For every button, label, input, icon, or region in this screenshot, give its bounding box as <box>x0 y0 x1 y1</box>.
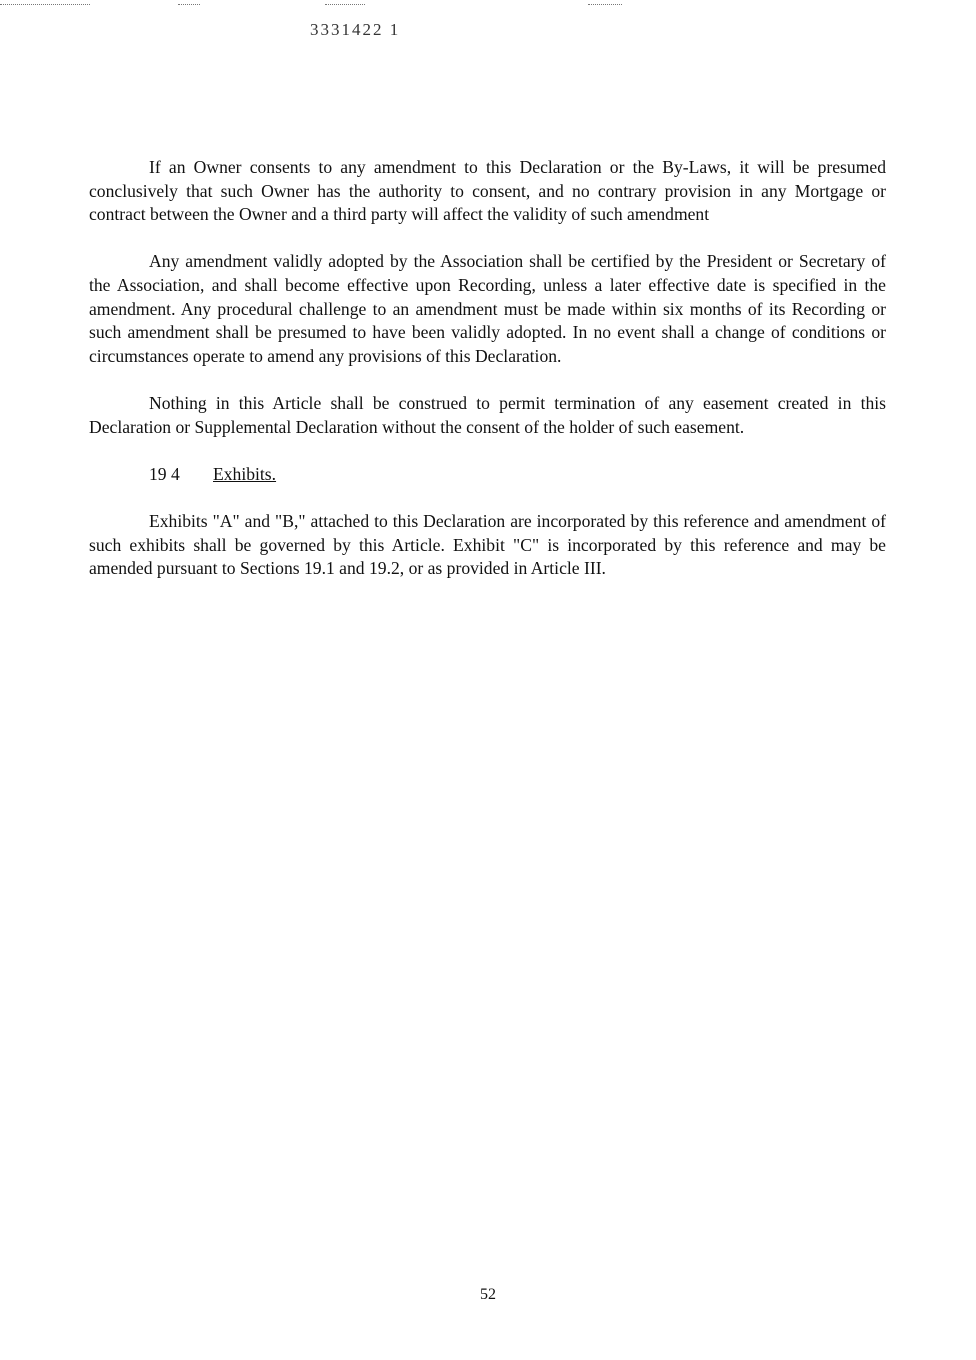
paragraph-easement-termination: Nothing in this Article shall be construed to permit termination of any easement created in this Declaration or Supplemental Declaration without the consent of the holder of such easement. <box>89 392 886 437</box>
section-heading <box>89 463 886 487</box>
section-title: Exhibits. <box>213 463 277 484</box>
document-body <box>89 156 886 604</box>
section-number: 19 4 <box>149 463 180 484</box>
scan-artifact-dots <box>0 4 976 8</box>
paragraph-exhibits: Exhibits "A" and "B," attached to this Declaration are incorporated by this reference and amendment of such exhibits shall be governed by this Article. Exhibit "C" is incorporated by this reference and may be amended pursuant to Sections 19.1 and 19.2, or as provided in Article III. <box>89 510 886 579</box>
paragraph-owner-consent: If an Owner consents to any amendment to this Declaration or the By-Laws, it will be presumed conclusively that such Owner has the authority to consent, and no contrary provision in any Mortgage or contract between the Owner and a third party will affect the validity of such amendment <box>89 157 886 225</box>
paragraph-amendment-adoption: Any amendment validly adopted by the Association shall be certified by the President or Secretary of the Association, and shall become effective upon Recording, unless a later effective date is specified in the amendment. Any procedural challenge to an amendment must be made within six months of its Recording or such amendment shall be presumed to have been validly adopted. In no event shall a change of conditions or circumstances operate to amend any provisions of this Declaration. <box>89 251 886 366</box>
page-number: 52 <box>480 1286 496 1303</box>
recording-number: 3331422 1 <box>310 20 401 39</box>
